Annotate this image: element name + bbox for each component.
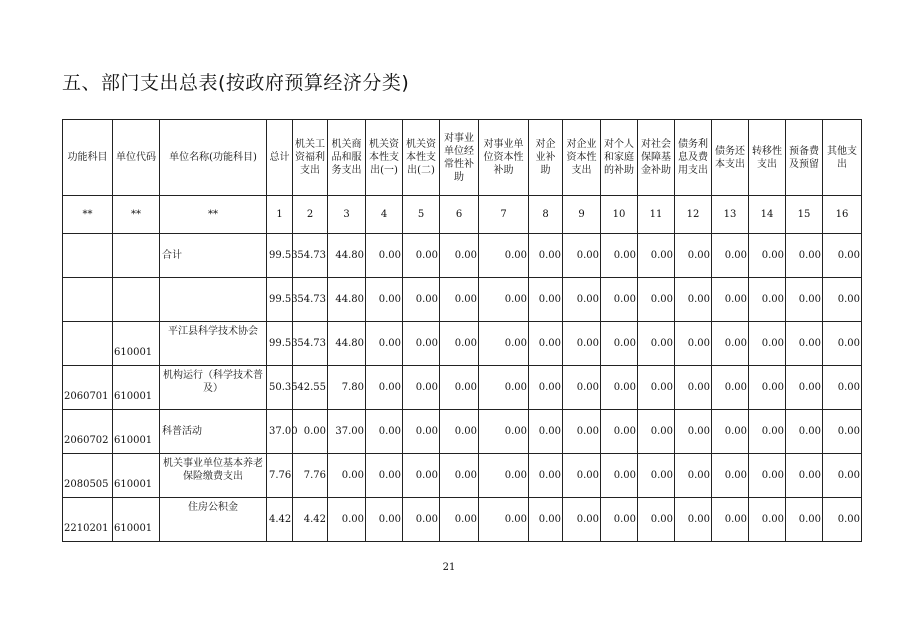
amount-cell: 0.00 [675, 498, 712, 542]
table-row [63, 278, 862, 322]
amount-cell: 0.00 [712, 498, 749, 542]
amount-cell: 0.00 [440, 410, 479, 454]
amount-cell: 0.00 [638, 366, 675, 410]
amount-cell: 0.00 [601, 278, 638, 322]
unit-code-cell [113, 278, 160, 322]
unit-name-cell: 住房公积金 [160, 498, 267, 542]
amount-cell: 0.00 [675, 322, 712, 366]
amount-cell: 0.00 [601, 234, 638, 278]
index-cell: 7 [479, 196, 529, 234]
amount-cell: 0.00 [328, 498, 366, 542]
amount-cell: 0.00 [529, 322, 563, 366]
column-header: 总计 [267, 120, 293, 196]
amount-cell: 0.00 [601, 410, 638, 454]
amount-cell: 0.00 [529, 454, 563, 498]
unit-name-cell: 科普活动 [160, 410, 267, 454]
unit-name-cell [160, 278, 267, 322]
amount-cell: 0.00 [749, 454, 786, 498]
column-header: 机关资本性支出(一) [366, 120, 403, 196]
function-code-cell: 2080505 [63, 454, 113, 498]
amount-cell: 0.00 [675, 454, 712, 498]
amount-cell: 0.00 [529, 366, 563, 410]
amount-cell: 0.00 [601, 366, 638, 410]
amount-cell: 0.00 [479, 278, 529, 322]
amount-cell: 44.80 [328, 322, 366, 366]
amount-cell: 0.00 [479, 410, 529, 454]
column-header: 对事业单位经常性补助 [440, 120, 479, 196]
amount-cell: 0.00 [403, 278, 440, 322]
amount-cell: 0.00 [529, 410, 563, 454]
amount-cell: 7.80 [328, 366, 366, 410]
column-header: 对事业单位资本性补助 [479, 120, 529, 196]
amount-cell: 0.00 [529, 234, 563, 278]
index-cell: 13 [712, 196, 749, 234]
amount-cell: 4.42 [267, 498, 293, 542]
function-code-cell [63, 234, 113, 278]
amount-cell: 99.53 [267, 278, 293, 322]
amount-cell: 0.00 [786, 410, 823, 454]
amount-cell: 0.00 [638, 454, 675, 498]
column-header: 机关资本性支出(二) [403, 120, 440, 196]
amount-cell: 0.00 [563, 366, 601, 410]
column-header: 对企业补助 [529, 120, 563, 196]
amount-cell: 0.00 [293, 410, 328, 454]
index-cell: 10 [601, 196, 638, 234]
amount-cell: 0.00 [440, 278, 479, 322]
amount-cell: 0.00 [823, 234, 862, 278]
expenditure-table [62, 119, 862, 542]
amount-cell: 0.00 [366, 234, 403, 278]
amount-cell: 0.00 [529, 278, 563, 322]
column-header: 预备费及预留 [786, 120, 823, 196]
amount-cell: 54.73 [293, 322, 328, 366]
amount-cell: 42.55 [293, 366, 328, 410]
amount-cell: 0.00 [366, 322, 403, 366]
amount-cell: 0.00 [479, 454, 529, 498]
amount-cell: 0.00 [712, 454, 749, 498]
amount-cell: 0.00 [749, 498, 786, 542]
amount-cell: 0.00 [786, 366, 823, 410]
amount-cell: 0.00 [675, 234, 712, 278]
amount-cell: 54.73 [293, 278, 328, 322]
function-code-cell [63, 278, 113, 322]
header-row [63, 120, 862, 196]
unit-name-cell: 机构运行（科学技术普及） [160, 366, 267, 410]
column-header: 债务还本支出 [712, 120, 749, 196]
table-row [63, 322, 862, 366]
amount-cell: 0.00 [440, 366, 479, 410]
amount-cell: 99.53 [267, 234, 293, 278]
amount-cell: 0.00 [440, 454, 479, 498]
amount-cell: 0.00 [675, 410, 712, 454]
amount-cell: 0.00 [479, 322, 529, 366]
index-cell: ** [160, 196, 267, 234]
amount-cell: 0.00 [712, 234, 749, 278]
index-cell: 15 [786, 196, 823, 234]
amount-cell: 0.00 [786, 322, 823, 366]
amount-cell: 0.00 [563, 234, 601, 278]
column-header: 其他支出 [823, 120, 862, 196]
amount-cell: 0.00 [529, 498, 563, 542]
amount-cell: 0.00 [823, 410, 862, 454]
unit-name-cell: 机关事业单位基本养老保险缴费支出 [160, 454, 267, 498]
unit-name-cell: 平江县科学技术协会 [160, 322, 267, 366]
amount-cell: 0.00 [403, 498, 440, 542]
amount-cell: 0.00 [479, 366, 529, 410]
column-header: 机关工资福利支出 [293, 120, 328, 196]
amount-cell: 0.00 [749, 234, 786, 278]
amount-cell: 0.00 [403, 454, 440, 498]
amount-cell: 0.00 [823, 366, 862, 410]
index-cell: 16 [823, 196, 862, 234]
index-cell: 12 [675, 196, 712, 234]
index-row [63, 196, 862, 234]
page-number: 21 [442, 562, 456, 573]
index-cell: 11 [638, 196, 675, 234]
amount-cell: 0.00 [712, 366, 749, 410]
function-code-cell: 2060701 [63, 366, 113, 410]
amount-cell: 0.00 [366, 454, 403, 498]
column-header: 对社会保障基金补助 [638, 120, 675, 196]
amount-cell: 0.00 [479, 498, 529, 542]
amount-cell: 0.00 [366, 410, 403, 454]
index-cell: 1 [267, 196, 293, 234]
amount-cell: 0.00 [440, 498, 479, 542]
amount-cell: 0.00 [749, 322, 786, 366]
table-row [63, 410, 862, 454]
amount-cell: 0.00 [638, 410, 675, 454]
index-cell: 4 [366, 196, 403, 234]
amount-cell: 0.00 [712, 322, 749, 366]
amount-cell: 0.00 [328, 454, 366, 498]
amount-cell: 0.00 [638, 278, 675, 322]
amount-cell: 37.00 [267, 410, 293, 454]
column-header: 对企业资本性支出 [563, 120, 601, 196]
table-row [63, 454, 862, 498]
unit-code-cell: 610001 [113, 366, 160, 410]
amount-cell: 0.00 [563, 454, 601, 498]
amount-cell: 0.00 [366, 278, 403, 322]
amount-cell: 0.00 [823, 498, 862, 542]
index-cell: 6 [440, 196, 479, 234]
amount-cell: 99.53 [267, 322, 293, 366]
unit-code-cell: 610001 [113, 498, 160, 542]
column-header: 功能科目 [63, 120, 113, 196]
index-cell: 8 [529, 196, 563, 234]
index-cell: 14 [749, 196, 786, 234]
table-row [63, 366, 862, 410]
column-header: 单位名称(功能科目) [160, 120, 267, 196]
index-cell: 3 [328, 196, 366, 234]
amount-cell: 0.00 [403, 410, 440, 454]
index-cell: ** [113, 196, 160, 234]
index-cell: 2 [293, 196, 328, 234]
amount-cell: 44.80 [328, 278, 366, 322]
amount-cell: 0.00 [675, 366, 712, 410]
amount-cell: 0.00 [563, 498, 601, 542]
amount-cell: 0.00 [638, 322, 675, 366]
amount-cell: 0.00 [786, 498, 823, 542]
amount-cell: 54.73 [293, 234, 328, 278]
amount-cell: 0.00 [563, 278, 601, 322]
unit-name-cell: 合计 [160, 234, 267, 278]
amount-cell: 0.00 [563, 322, 601, 366]
amount-cell: 0.00 [786, 454, 823, 498]
column-header: 对个人和家庭的补助 [601, 120, 638, 196]
column-header: 单位代码 [113, 120, 160, 196]
amount-cell: 0.00 [749, 366, 786, 410]
amount-cell: 0.00 [786, 278, 823, 322]
amount-cell: 0.00 [403, 234, 440, 278]
column-header: 债务利息及费用支出 [675, 120, 712, 196]
amount-cell: 0.00 [601, 322, 638, 366]
amount-cell: 0.00 [638, 498, 675, 542]
unit-code-cell: 610001 [113, 322, 160, 366]
amount-cell: 0.00 [749, 278, 786, 322]
amount-cell: 0.00 [479, 234, 529, 278]
amount-cell: 0.00 [675, 278, 712, 322]
amount-cell: 0.00 [601, 498, 638, 542]
index-cell: 5 [403, 196, 440, 234]
amount-cell: 4.42 [293, 498, 328, 542]
amount-cell: 0.00 [823, 454, 862, 498]
amount-cell: 0.00 [712, 278, 749, 322]
amount-cell: 50.35 [267, 366, 293, 410]
amount-cell: 0.00 [440, 234, 479, 278]
amount-cell: 0.00 [403, 366, 440, 410]
amount-cell: 0.00 [366, 366, 403, 410]
index-cell: ** [63, 196, 113, 234]
column-header: 转移性支出 [749, 120, 786, 196]
page-title: 五、部门支出总表(按政府预算经济分类) [62, 72, 410, 94]
amount-cell: 0.00 [786, 234, 823, 278]
amount-cell: 37.00 [328, 410, 366, 454]
index-cell: 9 [563, 196, 601, 234]
amount-cell: 0.00 [440, 322, 479, 366]
table-row [63, 498, 862, 542]
amount-cell: 7.76 [267, 454, 293, 498]
amount-cell: 0.00 [403, 322, 440, 366]
amount-cell: 0.00 [601, 454, 638, 498]
amount-cell: 0.00 [823, 278, 862, 322]
amount-cell: 0.00 [638, 234, 675, 278]
amount-cell: 0.00 [823, 322, 862, 366]
unit-code-cell: 610001 [113, 454, 160, 498]
amount-cell: 0.00 [366, 498, 403, 542]
amount-cell: 0.00 [749, 410, 786, 454]
unit-code-cell [113, 234, 160, 278]
amount-cell: 0.00 [712, 410, 749, 454]
table-row [63, 234, 862, 278]
function-code-cell: 2060702 [63, 410, 113, 454]
unit-code-cell: 610001 [113, 410, 160, 454]
column-header: 机关商品和服务支出 [328, 120, 366, 196]
amount-cell: 0.00 [563, 410, 601, 454]
function-code-cell [63, 322, 113, 366]
function-code-cell: 2210201 [63, 498, 113, 542]
amount-cell: 7.76 [293, 454, 328, 498]
amount-cell: 44.80 [328, 234, 366, 278]
